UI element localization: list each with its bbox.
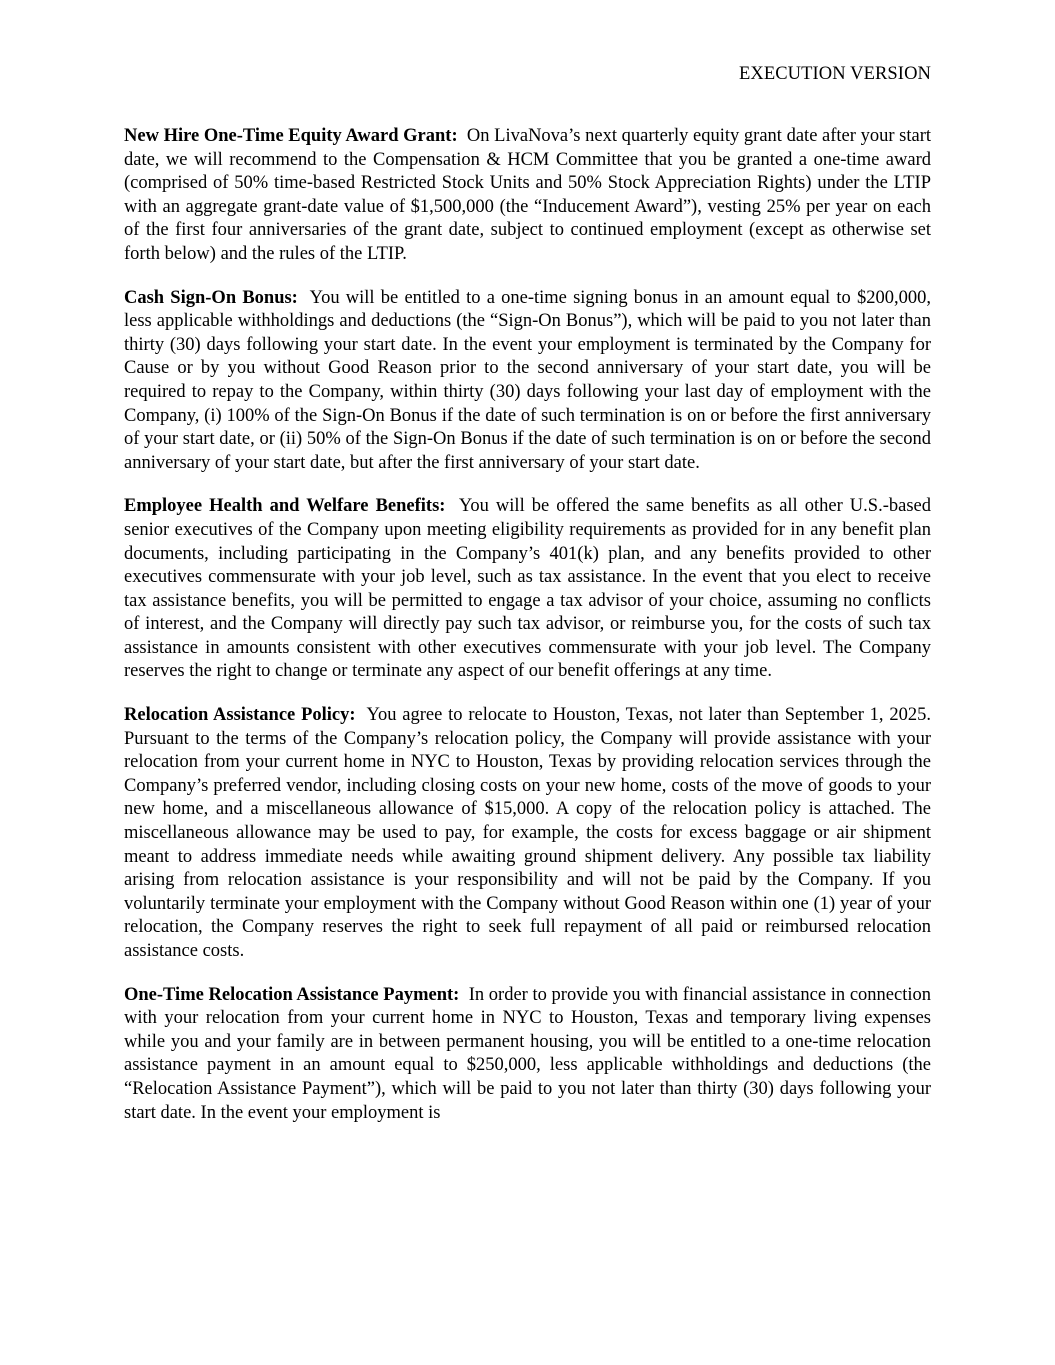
section-health-benefits	[124, 495, 931, 684]
section-text: You agree to relocate to Houston, Texas, not later than September 1, 2025. Pursuant to the terms of the Company’s relocation policy, the Company will provide assistance with your relocation from your current home in NYC to Houston, Texas by providing relocation services through the Company’s preferred vendor, including closing costs on your new home, costs of the move of goods to your new home, and a miscellaneous allowance of $15,000. A copy of the relocation policy is attached. The miscellaneous allowance may be used to pay, for example, the costs for excess baggage or air shipment meant to address immediate needs while awaiting ground shipment delivery. Any possible tax liability arising from relocation assistance is your responsibility and will not be paid by the Company. If you voluntarily terminate your employment with the Company without Good Reason within one (1) year of your relocation, the Company reserves the right to seek full repayment of all paid or reimbursed relocation assistance costs.	[124, 705, 931, 961]
section-heading: Cash Sign-On Bonus:	[124, 287, 298, 308]
section-heading: Relocation Assistance Policy:	[124, 705, 356, 726]
section-relocation-payment	[124, 984, 931, 1126]
section-text: You will be entitled to a one-time signing bonus in an amount equal to $200,000, less applicable withholdings and deductions (the “Sign-On Bonus”), which will be paid to you not later than thirty (30) days following your start date. In the event your employment is terminated by the Company for Cause or by you without Good Reason prior to the second anniversary of your start date, you will be required to repay to the Company, within thirty (30) days following your last day of employment with the Company, (i) 100% of the Sign-On Bonus if the date of such termination is on or before the first anniversary of your start date, or (ii) 50% of the Sign-On Bonus if the date of such termination is on or before the second anniversary of your start date, but after the first anniversary of your start date.	[124, 287, 931, 473]
section-sign-on-bonus	[124, 287, 931, 476]
section-equity-award	[124, 125, 931, 267]
section-text: On LivaNova’s next quarterly equity grant date after your start date, we will recommend to the Compensation & HCM Committee that you be granted a one-time award (comprised of 50% time-based Restricted Stock Units and 50% Stock Appreciation Rights) under the LTIP with an aggregate grant-date value of $1,500,000 (the “Inducement Award”), vesting 25% per year on each of the first four anniversaries of the grant date, subject to continued employment (except as otherwise set forth below) and the rules of the LTIP.	[124, 126, 931, 264]
document-body	[124, 125, 931, 1145]
section-relocation-policy	[124, 704, 931, 964]
section-heading: One-Time Relocation Assistance Payment:	[124, 984, 460, 1005]
section-text: In order to provide you with financial assistance in connection with your relocation from your current home in NYC to Houston, Texas and temporary living expenses while you and your family are in between permanent housing, you will be entitled to a one-time relocation assistance payment in an amount equal to $250,000, less applicable withholdings and deductions (the “Relocation Assistance Payment”), which will be paid to you not later than thirty (30) days following your start date. In the event your employment is	[124, 984, 932, 1123]
execution-version-header: EXECUTION VERSION	[738, 64, 931, 84]
section-heading: New Hire One-Time Equity Award Grant:	[124, 126, 458, 146]
section-text: You will be offered the same benefits as all other U.S.-based senior executives of the Company upon meeting eligibility requirements as provided for in any benefit plan documents, including participating in the Company’s 401(k) plan, and any benefits provided to other executives commensurate with your job level, such as tax assistance. In the event that you elect to receive tax assistance benefits, you will be permitted to engage a tax advisor of your choice, assuming no conflicts of interest, and the Company will directly pay such tax advisor, or reimburse you, for the costs of such tax assistance in amounts consistent with other executives commensurate with your job level. The Company reserves the right to change or terminate any aspect of our benefit offerings at any time.	[124, 496, 931, 682]
section-heading: Employee Health and Welfare Benefits:	[124, 496, 446, 517]
